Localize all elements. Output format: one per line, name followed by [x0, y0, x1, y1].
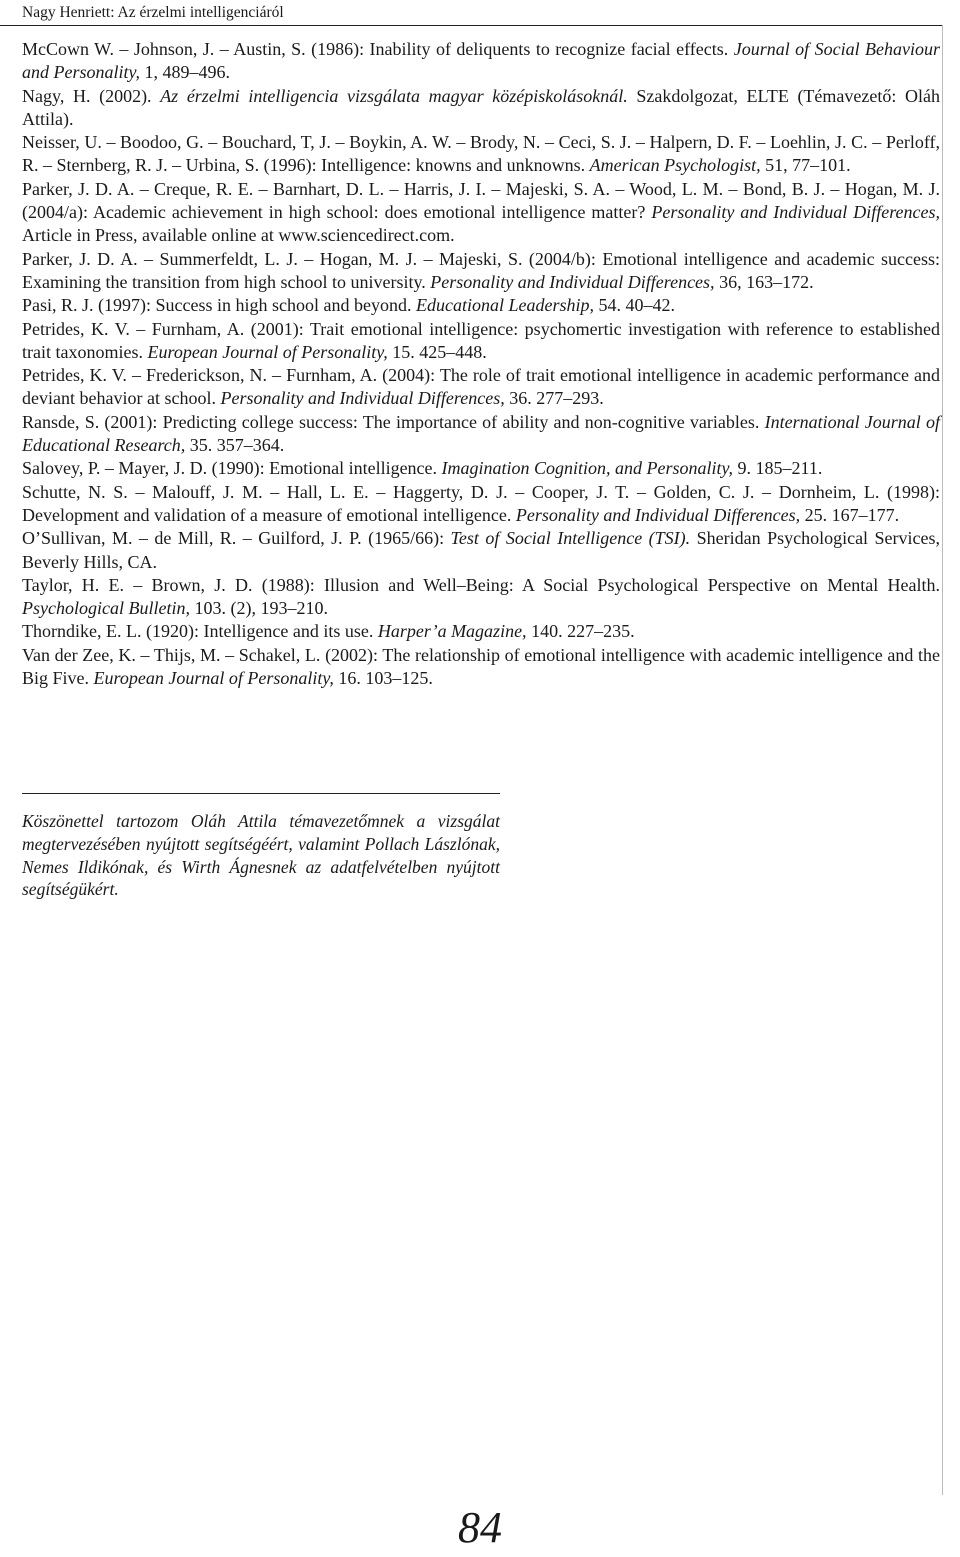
reference-item [22, 85, 940, 132]
reference-item [22, 411, 940, 458]
reference-tail: Article in Press, available online at www.sciencedirect.com. [22, 225, 455, 246]
reference-text: Neisser, U. – Boodoo, G. – Bouchard, T, J. – Boykin, A. W. – Brody, N. – Ceci, S. J. – Halpern, D. F. – Loehlin, J. C. – Perloff, R. – Sternberg, R. J. – Urbina, S. (1996): Intelligence: knowns and unknowns. [22, 132, 940, 176]
reference-item [22, 481, 940, 528]
reference-source: Imagination Cognition, and Personality, [441, 458, 734, 479]
reference-item [22, 457, 940, 480]
reference-tail: 103. (2), 193–210. [189, 598, 328, 619]
reference-item [22, 318, 940, 365]
reference-text: Ransde, S. (2001): Predicting college success: The importance of ability and non-cognitive variables. [22, 411, 765, 432]
reference-text: Parker, J. D. A. – Creque, R. E. – Barnhart, D. L. – Harris, J. I. – Majeski, S. A. – Wood, L. M. – Bond, B. J. – Hogan, M. J. (2004/a): Academic achievement in high school: does emotional intelligence matter? [22, 178, 940, 223]
reference-tail: 15. 425–448. [387, 341, 487, 362]
reference-source: European Journal of Personality, [93, 668, 334, 689]
reference-tail: Sheridan Psychological Services, Beverly Hills, CA. [22, 528, 940, 572]
reference-text: Pasi, R. J. (1997): Success in high school and beyond. [22, 295, 416, 316]
reference-text: Van der Zee, K. – Thijs, M. – Schakel, L. (2002): The relationship of emotional intelligence with academic intelligence and the Big Five. [22, 644, 940, 689]
reference-text: Salovey, P. – Mayer, J. D. (1990): Emotional intelligence. [22, 458, 442, 479]
reference-tail: 16. 103–125. [333, 668, 433, 689]
reference-tail: 9. 185–211. [733, 458, 823, 479]
reference-list [22, 38, 940, 690]
reference-source: Journal of Social Behaviour and Personality, [22, 39, 941, 83]
page-number: 84 [458, 1503, 502, 1552]
reference-item [22, 131, 940, 178]
reference-tail: 36, 163–172. [714, 271, 814, 292]
reference-source: Educational Leadership, [415, 295, 594, 316]
reference-source: International Journal of Educational Research, [22, 411, 940, 456]
reference-source: American Psychologist, [589, 155, 761, 176]
reference-text: McCown W. – Johnson, J. – Austin, S. (1986): Inability of deliquents to recognize facial effects. [22, 39, 734, 59]
running-header: Nagy Henriett: Az érzelmi intelligenciáról [22, 4, 284, 21]
reference-source: Az érzelmi intelligencia vizsgálata magyar középiskolásoknál. [160, 85, 628, 106]
reference-tail: 54. 40–42. [593, 295, 675, 316]
reference-item [22, 178, 940, 248]
reference-text: Thorndike, E. L. (1920): Intelligence and its use. [22, 621, 378, 642]
reference-item [22, 644, 940, 691]
reference-item [22, 527, 940, 574]
reference-source: Psychological Bulletin, [22, 598, 190, 619]
reference-source: Personality and Individual Differences, [515, 504, 801, 525]
reference-item [22, 294, 940, 317]
reference-item [22, 364, 940, 411]
reference-text: Petrides, K. V. – Furnham, A. (2001): Trait emotional intelligence: psychomertic investigation with reference to established trait taxonomies. [22, 318, 940, 362]
reference-tail: 36. 277–293. [504, 388, 604, 409]
reference-text: Petrides, K. V. – Frederickson, N. – Furnham, A. (2004): The role of trait emotional intelligence in academic performance and deviant behavior at school. [22, 365, 940, 409]
footnote-rule [22, 793, 500, 794]
reference-tail: 25. 167–177. [800, 504, 900, 525]
reference-tail: Szakdolgozat, ELTE (Témavezető: Oláh Attila). [22, 85, 940, 129]
reference-tail: 35. 357–364. [185, 435, 285, 456]
reference-tail: 51, 77–101. [760, 155, 851, 176]
reference-text: O’Sullivan, M. – de Mill, R. – Guilford, J. P. (1965/66): [22, 528, 451, 549]
reference-tail: 140. 227–235. [526, 621, 635, 642]
reference-item [22, 248, 940, 295]
acknowledgement-footnote: Köszönettel tartozom Oláh Attila témavezetőmnek a vizsgálat megtervezésében nyújtott segítségéért, valamint Pollach Lászlónak, Nemes Ildikónak, és Wirth Ágnesnek az adatfelvételben nyújtott segítségükért. [22, 811, 500, 900]
reference-source: Personality and Individual Differences, [430, 271, 715, 292]
reference-source: Test of Social Intelligence (TSI). [450, 528, 691, 549]
reference-text: Parker, J. D. A. – Summerfeldt, L. J. – Hogan, M. J. – Majeski, S. (2004/b): Emotional intelligence and academic success: Examining the transition from high school to university. [22, 248, 940, 292]
reference-text: Taylor, H. E. – Brown, J. D. (1988): Illusion and Well–Being: A Social Psychological Perspective on Mental Health. [22, 574, 940, 595]
reference-source: Personality and Individual Differences, [220, 388, 505, 409]
reference-source: European Journal of Personality, [147, 341, 388, 362]
reference-source: Harper’a Magazine, [377, 621, 527, 642]
reference-tail: 1, 489–496. [140, 62, 230, 83]
header-rule [0, 25, 942, 26]
reference-item [22, 620, 940, 643]
reference-text: Schutte, N. S. – Malouff, J. M. – Hall, L. E. – Haggerty, D. J. – Cooper, J. T. – Golden, C. J. – Dornheim, L. (1998): Development and validation of a measure of emotional intelligence. [22, 481, 940, 525]
reference-item [22, 574, 940, 621]
reference-text: Nagy, H. (2002). [22, 85, 161, 106]
reference-source: Personality and Individual Differences, [651, 202, 940, 223]
reference-item [22, 38, 940, 85]
page-edge-line [942, 25, 943, 1495]
